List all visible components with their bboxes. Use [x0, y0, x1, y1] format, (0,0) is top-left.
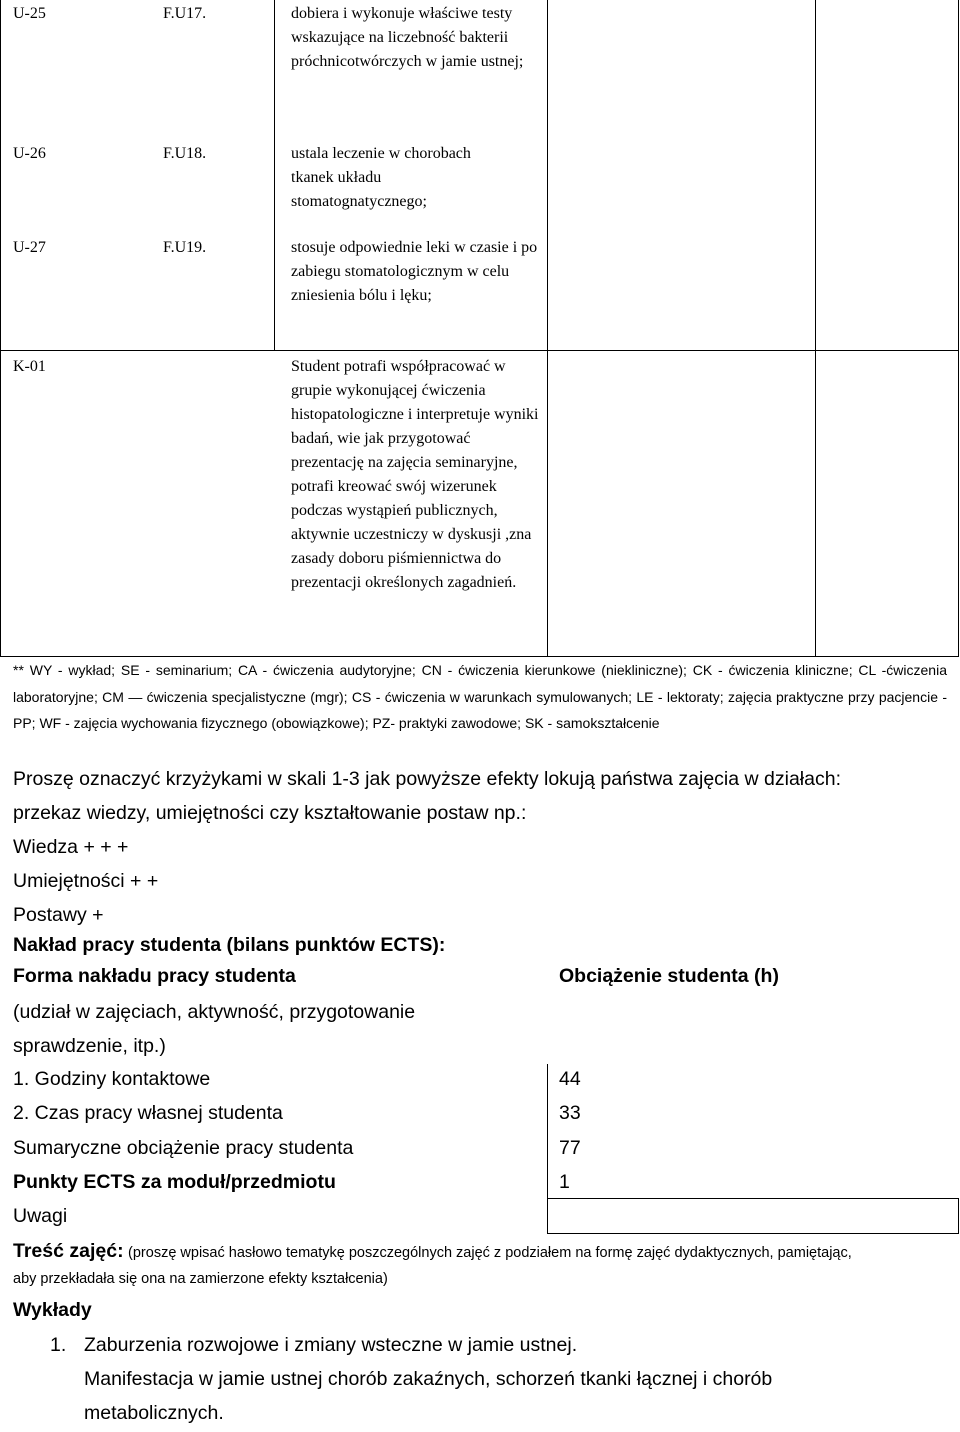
table-divider [274, 0, 275, 350]
effect-code: U-26 [13, 145, 46, 162]
effect-reference: F.U19. [163, 239, 207, 256]
scale-prompt [13, 762, 841, 932]
workload-row-value: 33 [559, 1102, 581, 1124]
effect-description: Student potrafi współpracować w grupie wykonującej ćwiczenia histopatologiczne i interpretuje wyniki badań, wie jak przygotować prezentację na zajęcia seminaryjne, potrafi kreować swój wizerunek podczas wystąpień publicznych, aktywnie uczestniczy w dyskusji ,zna zasady doboru piśmiennictwa do prezentacji określonych zagadnień. [291, 358, 539, 591]
effect-reference: F.U18. [163, 145, 207, 162]
content-label: Treść zajęć: [13, 1240, 124, 1262]
scale-knowledge: Wiedza + + + [13, 836, 129, 858]
workload-row-label: Uwagi [13, 1205, 68, 1227]
workload-col1-header: Forma nakładu pracy studenta [13, 965, 296, 987]
workload-row-label: Punkty ECTS za moduł/przedmiotu [13, 1171, 336, 1193]
table-row-divider [547, 1233, 959, 1234]
table-row-divider [0, 350, 959, 351]
workload-row-value: 77 [559, 1137, 581, 1159]
scale-skills: Umiejętności + + [13, 870, 159, 892]
content-note: (proszę wpisać hasłowo tematykę poszczególnych zajęć z podziałem na formę zajęć dydaktycznych, pamiętając, [128, 1245, 852, 1261]
content-heading-line [13, 1236, 852, 1268]
list-item-number: 1. [50, 1334, 67, 1356]
effect-description: ustala leczenie w chorobach tkanek układu stomatognatycznego; [291, 145, 471, 210]
table-divider [547, 1064, 548, 1234]
scale-attitudes: Postawy + [13, 904, 104, 926]
lectures-heading: Wykłady [13, 1299, 92, 1321]
table-divider [815, 0, 816, 657]
list-item-line: metabolicznych. [84, 1402, 224, 1424]
effect-description: dobiera i wykonuje właściwe testy wskazujące na liczebność bakterii próchnicotwórczych w jamie ustnej; [291, 5, 524, 70]
workload-col1-subheader: sprawdzenie, itp.) [13, 1035, 166, 1057]
table-border-left [0, 0, 1, 657]
workload-row-label: 1. Godziny kontaktowe [13, 1068, 211, 1090]
abbreviation-footnote: ** WY - wykład; SE - seminarium; CA - ćwiczenia audytoryjne; CN - ćwiczenia kierunkowe (niekliniczne); CK - ćwiczenia kliniczne; CL -ćwiczenia laboratoryjne; CM — ćwiczenia specjalistyczne (mgr); CS - ćwiczenia w warunkach symulowanych; LE - lektoraty; zajęcia praktyczne przy pacjencie - PP; WF - zajęcia wychowania fizycznego (obowiązkowe); PZ- praktyki zawodowe; SK - samokształcenie [13, 662, 947, 731]
workload-row-label: 2. Czas pracy własnej studenta [13, 1102, 283, 1124]
workload-col1-subheader: (udział w zajęciach, aktywność, przygotowanie [13, 1001, 416, 1023]
scale-prompt-line: przekaz wiedzy, umiejętności czy kształtowanie postaw np.: [13, 802, 527, 824]
workload-title: Nakład pracy studenta (bilans punktów ECTS): [13, 934, 446, 956]
table-divider [547, 0, 548, 657]
effect-code: U-25 [13, 5, 46, 22]
content-note: aby przekładała się ona na zamierzone efekty kształcenia) [13, 1271, 388, 1287]
workload-row-value: 44 [559, 1068, 581, 1090]
workload-row-value: 1 [559, 1171, 570, 1193]
scale-prompt-line: Proszę oznaczyć krzyżykami w skali 1-3 jak powyższe efekty lokują państwa zajęcia w działach: [13, 768, 841, 790]
effect-description: stosuje odpowiednie leki w czasie i po zabiegu stomatologicznym w celu zniesienia bólu i lęku; [291, 239, 538, 304]
list-item-line: Manifestacja w jamie ustnej chorób zakaźnych, schorzeń tkanki łącznej i chorób [84, 1368, 773, 1390]
workload-row-label: Sumaryczne obciążenie pracy studenta [13, 1137, 354, 1159]
list-item [84, 1328, 772, 1430]
effect-code: K-01 [13, 358, 46, 375]
effect-reference: F.U17. [163, 5, 207, 22]
table-border-right [958, 0, 959, 657]
workload-col2-header: Obciążenie studenta (h) [559, 965, 779, 987]
effect-code: U-27 [13, 239, 46, 256]
list-item-line: Zaburzenia rozwojowe i zmiany wsteczne w jamie ustnej. [84, 1334, 578, 1356]
table-row-divider [547, 1198, 959, 1199]
table-border-right [958, 1198, 959, 1234]
